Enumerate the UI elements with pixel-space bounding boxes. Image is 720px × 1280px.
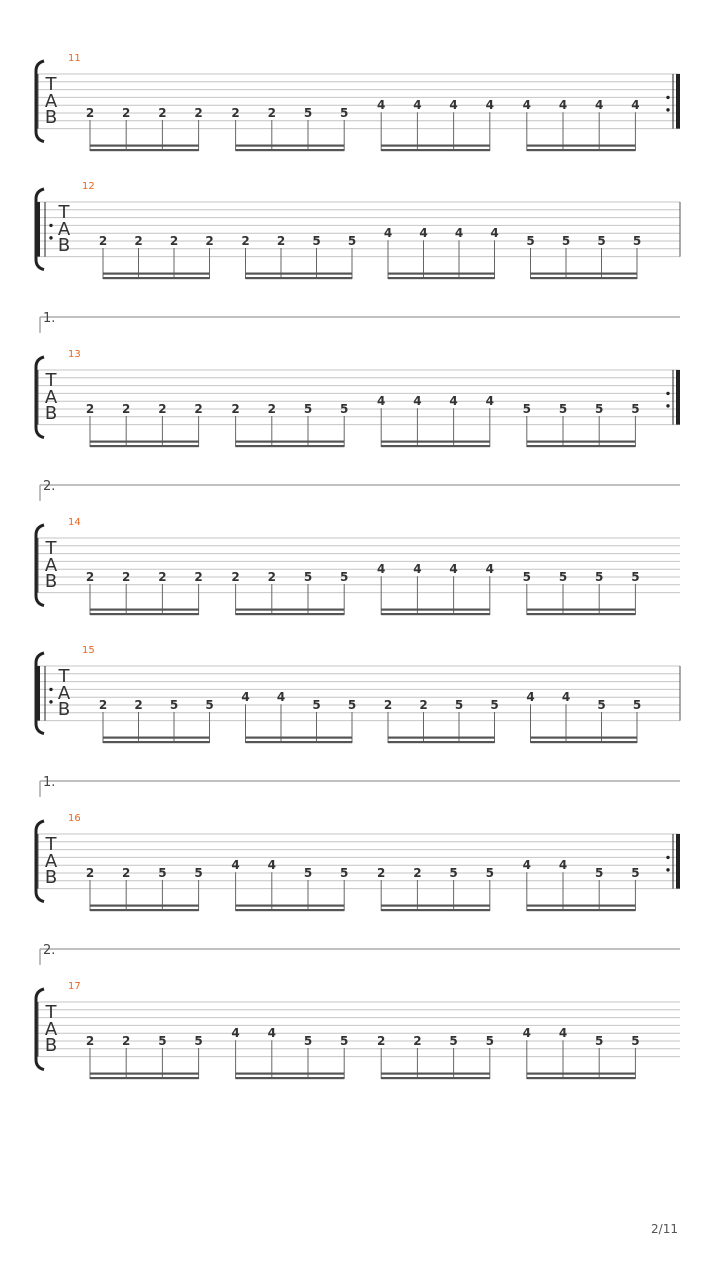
beam-secondary: [103, 737, 210, 739]
fret-number: 5: [522, 570, 531, 584]
beam-secondary: [527, 905, 636, 907]
beam-primary: [388, 277, 495, 279]
fret-number: 2: [205, 234, 214, 248]
tab-clef-letter: A: [44, 851, 58, 872]
beam-secondary: [527, 441, 636, 443]
fret-number: 2: [85, 866, 95, 880]
fret-number: 2: [122, 866, 131, 880]
fret-number: 2: [267, 106, 276, 120]
beam-primary: [246, 277, 353, 279]
beam-secondary: [381, 609, 490, 611]
fret-number: 2: [98, 234, 108, 248]
fret-number: 4: [558, 1026, 568, 1041]
volta-label: 1.: [43, 775, 56, 790]
beam-secondary: [531, 737, 638, 739]
fret-number: 2: [276, 234, 286, 248]
fret-number: 4: [490, 226, 499, 241]
fret-number: 4: [413, 562, 422, 577]
fret-number: 2: [194, 106, 203, 120]
fret-number: 4: [241, 690, 250, 705]
fret-number: 4: [631, 98, 640, 113]
beam-secondary: [236, 145, 345, 147]
fret-number: 4: [419, 226, 428, 241]
fret-number: 4: [485, 562, 494, 577]
beam-primary: [527, 909, 636, 911]
fret-number: 4: [561, 690, 571, 705]
beam-primary: [246, 741, 353, 743]
beam-primary: [90, 909, 199, 911]
fret-number: 2: [377, 1034, 386, 1048]
fret-number: 5: [303, 402, 313, 416]
fret-number: 2: [122, 402, 131, 416]
fret-number: 5: [485, 1034, 494, 1048]
measure-number: 14: [68, 517, 81, 528]
fret-number: 5: [312, 698, 321, 712]
beam-secondary: [236, 1073, 345, 1075]
fret-number: 2: [122, 570, 131, 584]
fret-number: 5: [485, 866, 494, 880]
fret-number: 2: [169, 234, 179, 248]
fret-number: 4: [485, 98, 494, 113]
beam-secondary: [90, 1073, 199, 1075]
fret-number: 5: [631, 866, 640, 880]
fret-number: 5: [558, 570, 568, 584]
fret-number: 2: [231, 402, 240, 416]
beam-secondary: [388, 737, 495, 739]
fret-number: 5: [158, 866, 167, 880]
fret-number: 2: [122, 1034, 131, 1048]
beam-secondary: [236, 905, 345, 907]
fret-number: 4: [267, 1026, 276, 1041]
volta-label: 2.: [43, 943, 56, 958]
fret-number: 2: [158, 106, 167, 120]
beam-primary: [90, 1077, 199, 1079]
fret-number: 4: [522, 858, 531, 873]
fret-number: 5: [595, 1034, 604, 1048]
beam-primary: [103, 277, 210, 279]
fret-number: 5: [526, 234, 535, 248]
fret-number: 2: [85, 402, 95, 416]
beam-primary: [527, 1077, 636, 1079]
fret-number: 4: [449, 98, 458, 113]
beam-primary: [90, 149, 199, 151]
fret-number: 5: [303, 106, 313, 120]
beam-secondary: [90, 609, 199, 611]
fret-number: 5: [595, 866, 604, 880]
fret-number: 5: [303, 1034, 313, 1048]
beam-secondary: [246, 737, 353, 739]
fret-number: 4: [454, 226, 464, 241]
fret-number: 5: [194, 866, 203, 880]
fret-number: 2: [231, 106, 240, 120]
fret-number: 4: [595, 98, 604, 113]
beam-primary: [90, 613, 199, 615]
fret-number: 5: [490, 698, 499, 712]
fret-number: 4: [383, 226, 393, 241]
beam-primary: [236, 909, 345, 911]
beam-primary: [103, 741, 210, 743]
fret-number: 4: [558, 858, 568, 873]
beam-secondary: [381, 145, 490, 147]
fret-number: 2: [377, 866, 386, 880]
measure-number: 11: [68, 53, 81, 64]
fret-number: 2: [194, 402, 203, 416]
fret-number: 5: [595, 570, 604, 584]
fret-number: 4: [267, 858, 276, 873]
fret-number: 5: [449, 866, 458, 880]
fret-number: 4: [276, 690, 286, 705]
tab-clef-letter: A: [44, 555, 58, 576]
beam-primary: [527, 445, 636, 447]
repeat-dot: [49, 236, 52, 239]
beam-secondary: [381, 905, 490, 907]
fret-number: 5: [597, 234, 606, 248]
fret-number: 5: [205, 698, 214, 712]
fret-number: 4: [413, 394, 422, 409]
beam-secondary: [381, 1073, 490, 1075]
fret-number: 4: [485, 394, 494, 409]
fret-number: 4: [449, 562, 458, 577]
fret-number: 5: [340, 866, 349, 880]
fret-number: 2: [85, 106, 95, 120]
tab-clef-letter: T: [58, 666, 70, 687]
fret-number: 5: [347, 234, 357, 248]
fret-number: 5: [558, 402, 568, 416]
beam-secondary: [236, 609, 345, 611]
repeat-dot: [666, 404, 669, 407]
measure-number: 16: [68, 813, 81, 824]
system-bracket: [36, 61, 44, 142]
beam-primary: [236, 445, 345, 447]
fret-number: 4: [558, 98, 568, 113]
fret-number: 4: [377, 562, 386, 577]
fret-number: 5: [194, 1034, 203, 1048]
tab-clef-letter: A: [44, 387, 58, 408]
tab-clef-letter: T: [45, 834, 57, 855]
measure-number: 17: [68, 981, 81, 992]
fret-number: 4: [522, 1026, 531, 1041]
beam-secondary: [527, 1073, 636, 1075]
beam-secondary: [90, 441, 199, 443]
tab-clef-letter: B: [44, 107, 58, 128]
fret-number: 2: [122, 106, 131, 120]
beam-secondary: [388, 273, 495, 275]
fret-number: 5: [340, 570, 349, 584]
fret-number: 2: [158, 402, 167, 416]
fret-number: 2: [241, 234, 250, 248]
fret-number: 5: [347, 698, 357, 712]
fret-number: 4: [377, 394, 386, 409]
fret-number: 5: [303, 866, 313, 880]
volta-label: 2.: [43, 479, 56, 494]
tab-clef-letter: T: [45, 370, 57, 391]
page-number: 2/11: [651, 1222, 678, 1236]
tab-clef-letter: B: [44, 403, 58, 424]
fret-number: 5: [597, 698, 606, 712]
repeat-dot: [666, 96, 669, 99]
beam-primary: [381, 149, 490, 151]
tab-clef-letter: B: [57, 699, 71, 720]
beam-secondary: [90, 145, 199, 147]
tab-clef-letter: A: [57, 219, 71, 240]
fret-number: 2: [194, 570, 203, 584]
beam-primary: [236, 613, 345, 615]
fret-number: 4: [231, 1026, 240, 1041]
fret-number: 2: [134, 234, 143, 248]
repeat-dot: [666, 392, 669, 395]
tab-clef-letter: T: [58, 202, 70, 223]
fret-number: 2: [134, 698, 143, 712]
fret-number: 5: [340, 1034, 349, 1048]
beam-primary: [531, 277, 638, 279]
system-bracket: [36, 357, 44, 438]
fret-number: 2: [383, 698, 393, 712]
beam-secondary: [246, 273, 353, 275]
tab-clef-letter: B: [44, 571, 58, 592]
beam-secondary: [531, 273, 638, 275]
fret-number: 2: [85, 570, 95, 584]
repeat-dot: [49, 700, 52, 703]
fret-number: 2: [158, 570, 167, 584]
repeat-dot: [666, 108, 669, 111]
beam-secondary: [90, 905, 199, 907]
fret-number: 4: [522, 98, 531, 113]
fret-number: 5: [522, 402, 531, 416]
beam-secondary: [103, 273, 210, 275]
fret-number: 2: [267, 402, 276, 416]
beam-primary: [381, 1077, 490, 1079]
fret-number: 2: [413, 866, 422, 880]
tab-clef-letter: B: [44, 867, 58, 888]
beam-primary: [527, 149, 636, 151]
fret-number: 4: [449, 394, 458, 409]
system-bracket: [36, 989, 44, 1070]
fret-number: 5: [595, 402, 604, 416]
beam-primary: [236, 149, 345, 151]
system-bracket: [36, 821, 44, 902]
measure-number: 15: [82, 645, 95, 656]
fret-number: 5: [303, 570, 313, 584]
fret-number: 5: [340, 402, 349, 416]
fret-number: 5: [632, 698, 642, 712]
fret-number: 4: [231, 858, 240, 873]
measure-number: 12: [82, 181, 95, 192]
beam-secondary: [381, 441, 490, 443]
beam-secondary: [236, 441, 345, 443]
beam-primary: [381, 909, 490, 911]
fret-number: 5: [454, 698, 464, 712]
beam-primary: [381, 613, 490, 615]
fret-number: 2: [85, 1034, 95, 1048]
fret-number: 2: [98, 698, 108, 712]
repeat-dot: [666, 856, 669, 859]
beam-primary: [531, 741, 638, 743]
system-bracket: [36, 525, 44, 606]
tab-clef-letter: T: [45, 538, 57, 559]
tab-clef-letter: B: [44, 1035, 58, 1056]
tab-clef-letter: A: [44, 1019, 58, 1040]
tab-clef-letter: A: [57, 683, 71, 704]
fret-number: 5: [449, 1034, 458, 1048]
fret-number: 2: [231, 570, 240, 584]
beam-secondary: [527, 145, 636, 147]
tab-clef-letter: T: [45, 74, 57, 95]
beam-primary: [381, 445, 490, 447]
fret-number: 5: [561, 234, 571, 248]
fret-number: 5: [632, 234, 642, 248]
tab-clef-letter: B: [57, 235, 71, 256]
measure-number: 13: [68, 349, 81, 360]
fret-number: 5: [631, 1034, 640, 1048]
tab-clef-letter: A: [44, 91, 58, 112]
beam-secondary: [527, 609, 636, 611]
beam-primary: [388, 741, 495, 743]
fret-number: 4: [377, 98, 386, 113]
repeat-dot: [49, 688, 52, 691]
fret-number: 4: [413, 98, 422, 113]
fret-number: 5: [631, 570, 640, 584]
fret-number: 5: [340, 106, 349, 120]
fret-number: 5: [158, 1034, 167, 1048]
fret-number: 5: [169, 698, 179, 712]
fret-number: 2: [267, 570, 276, 584]
tab-clef-letter: T: [45, 1002, 57, 1023]
repeat-dot: [49, 224, 52, 227]
fret-number: 5: [312, 234, 321, 248]
beam-primary: [236, 1077, 345, 1079]
fret-number: 2: [413, 1034, 422, 1048]
fret-number: 5: [631, 402, 640, 416]
beam-primary: [527, 613, 636, 615]
fret-number: 2: [419, 698, 428, 712]
beam-primary: [90, 445, 199, 447]
volta-label: 1.: [43, 311, 56, 326]
fret-number: 4: [526, 690, 535, 705]
repeat-dot: [666, 868, 669, 871]
